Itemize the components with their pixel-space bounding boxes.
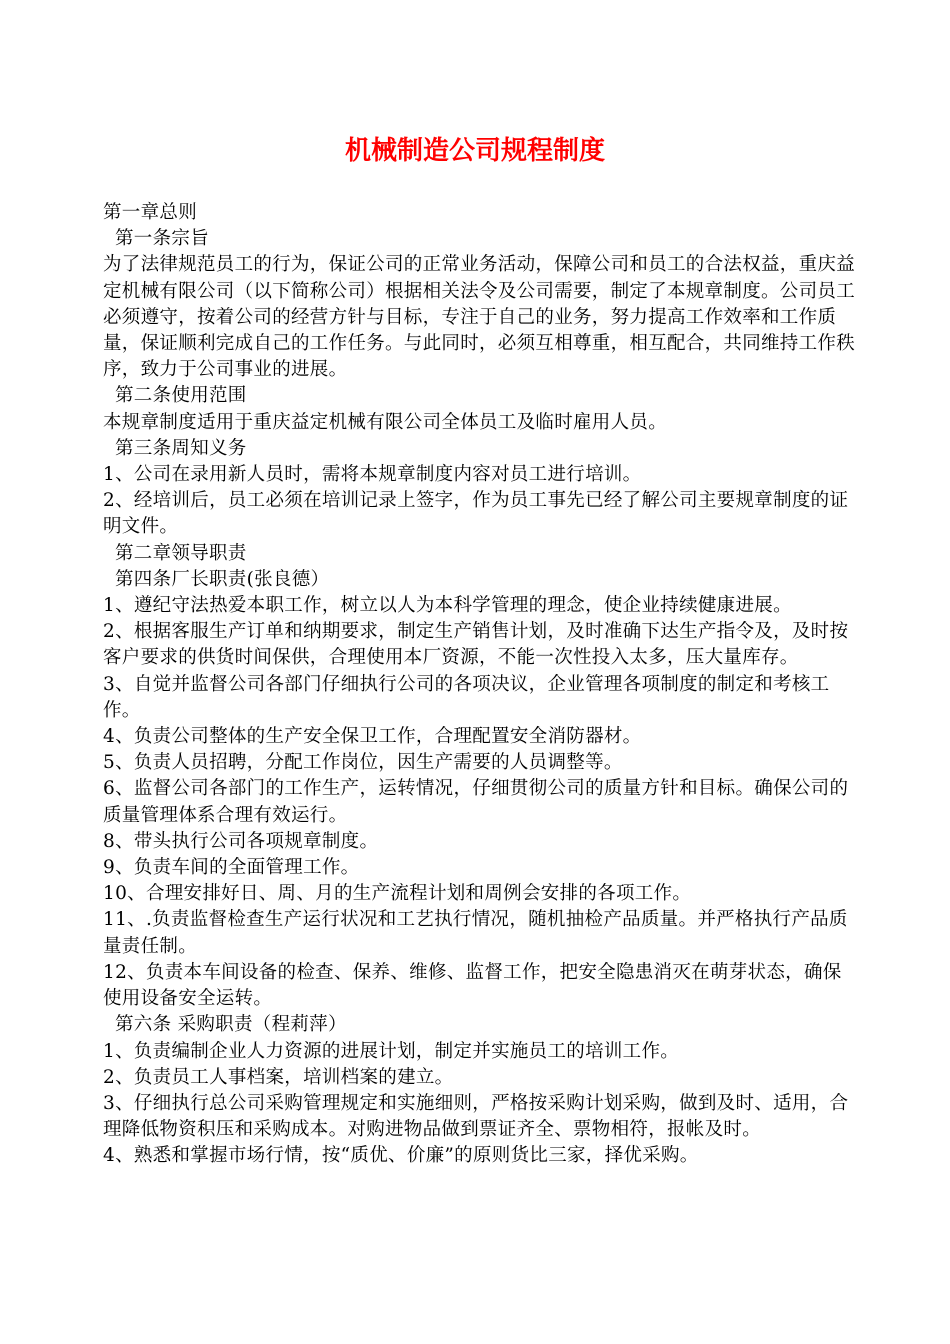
- paragraph: 第一章总则: [103, 202, 198, 223]
- paragraph: 8、带头执行公司各项规章制度。: [103, 830, 379, 852]
- paragraph: 1、公司在录用新人员时，需将本规章制度内容对员工进行培训。: [103, 464, 642, 486]
- paragraph: 2、经培训后，员工必须在培训记录上签字，作为员工事先已经了解公司主要规章制度的证明文件。: [103, 490, 849, 538]
- paragraph: 4、熟悉和掌握市场行情，按“质优、价廉”的原则货比三家，择优采购。: [103, 1145, 699, 1167]
- paragraph: 9、负责车间的全面管理工作。: [103, 857, 360, 879]
- paragraph: 第四条厂长职责(张良德）: [115, 568, 330, 590]
- document-body: [103, 200, 855, 1170]
- paragraph: 12、负责本车间设备的检查、保养、维修、监督工作，把安全隐患消灭在萌芽状态，确保使用设备安全运转。: [103, 961, 842, 1010]
- paragraph: 第三条周知义务: [115, 437, 247, 459]
- paragraph: 第二条使用范围: [115, 385, 247, 407]
- paragraph: 11、.负责监督检查生产运行状况和工艺执行情况，随机抽检产品质量。并严格执行产品质量责任制。: [103, 909, 848, 957]
- paragraph: 1、负责编制企业人力资源的进展计划，制定并实施员工的培训工作。: [103, 1040, 680, 1062]
- paragraph: 第六条 采购职责（程莉萍）: [115, 1014, 347, 1036]
- document-title: 机械制造公司规程制度: [344, 136, 605, 166]
- paragraph: 2、根据客服生产订单和纳期要求，制定生产销售计划，及时准确下达生产指令及，及时按客户要求的供货时间保供，合理使用本厂资源，不能一次性投入太多，压大量库存。: [103, 621, 849, 669]
- paragraph: 5、负责人员招聘，分配工作岗位，因生产需要的人员调整等。: [103, 752, 623, 774]
- paragraph: 6、监督公司各部门的工作生产，运转情况，仔细贯彻公司的质量方针和目标。确保公司的质量管理体系合理有效运行。: [103, 778, 849, 826]
- paragraph: 3、自觉并监督公司各部门仔细执行公司的各项决议，企业管理各项制度的制定和考核工作。: [103, 673, 830, 721]
- paragraph: 第一条宗旨: [115, 228, 210, 250]
- paragraph: 4、负责公司整体的生产安全保卫工作，合理配置安全消防器材。: [103, 726, 642, 748]
- paragraph: 2、负责员工人事档案，培训档案的建立。: [103, 1066, 454, 1088]
- paragraph: 第二章领导职责: [115, 542, 247, 564]
- paragraph: 10、合理安排好日、周、月的生产流程计划和周例会安排的各项工作。: [103, 883, 692, 905]
- paragraph: 本规章制度适用于重庆益定机械有限公司全体员工及临时雇用人员。: [103, 411, 668, 433]
- paragraph: 为了法律规范员工的行为，保证公司的正常业务活动，保障公司和员工的合法权益，重庆益定机械有限公司（以下简称公司）根据相关法令及公司需要，制定了本规章制度。公司员工必须遵守，按着公司的经营方针与目标，专注于自己的业务，努力提高工作效率和工作质量，保证顺利完成自己的工作任务。与此同时，必须互相尊重，相互配合，共同维持工作秩序，致力于公司事业的进展。: [103, 254, 856, 381]
- paragraph: 1、遵纪守法热爱本职工作，树立以人为本科学管理的理念，使企业持续健康进展。: [103, 595, 792, 617]
- paragraph: 3、仔细执行总公司采购管理规定和实施细则，严格按采购计划采购，做到及时、适用，合理降低物资积压和采购成本。对购进物品做到票证齐全、票物相符，报帐及时。: [103, 1092, 849, 1141]
